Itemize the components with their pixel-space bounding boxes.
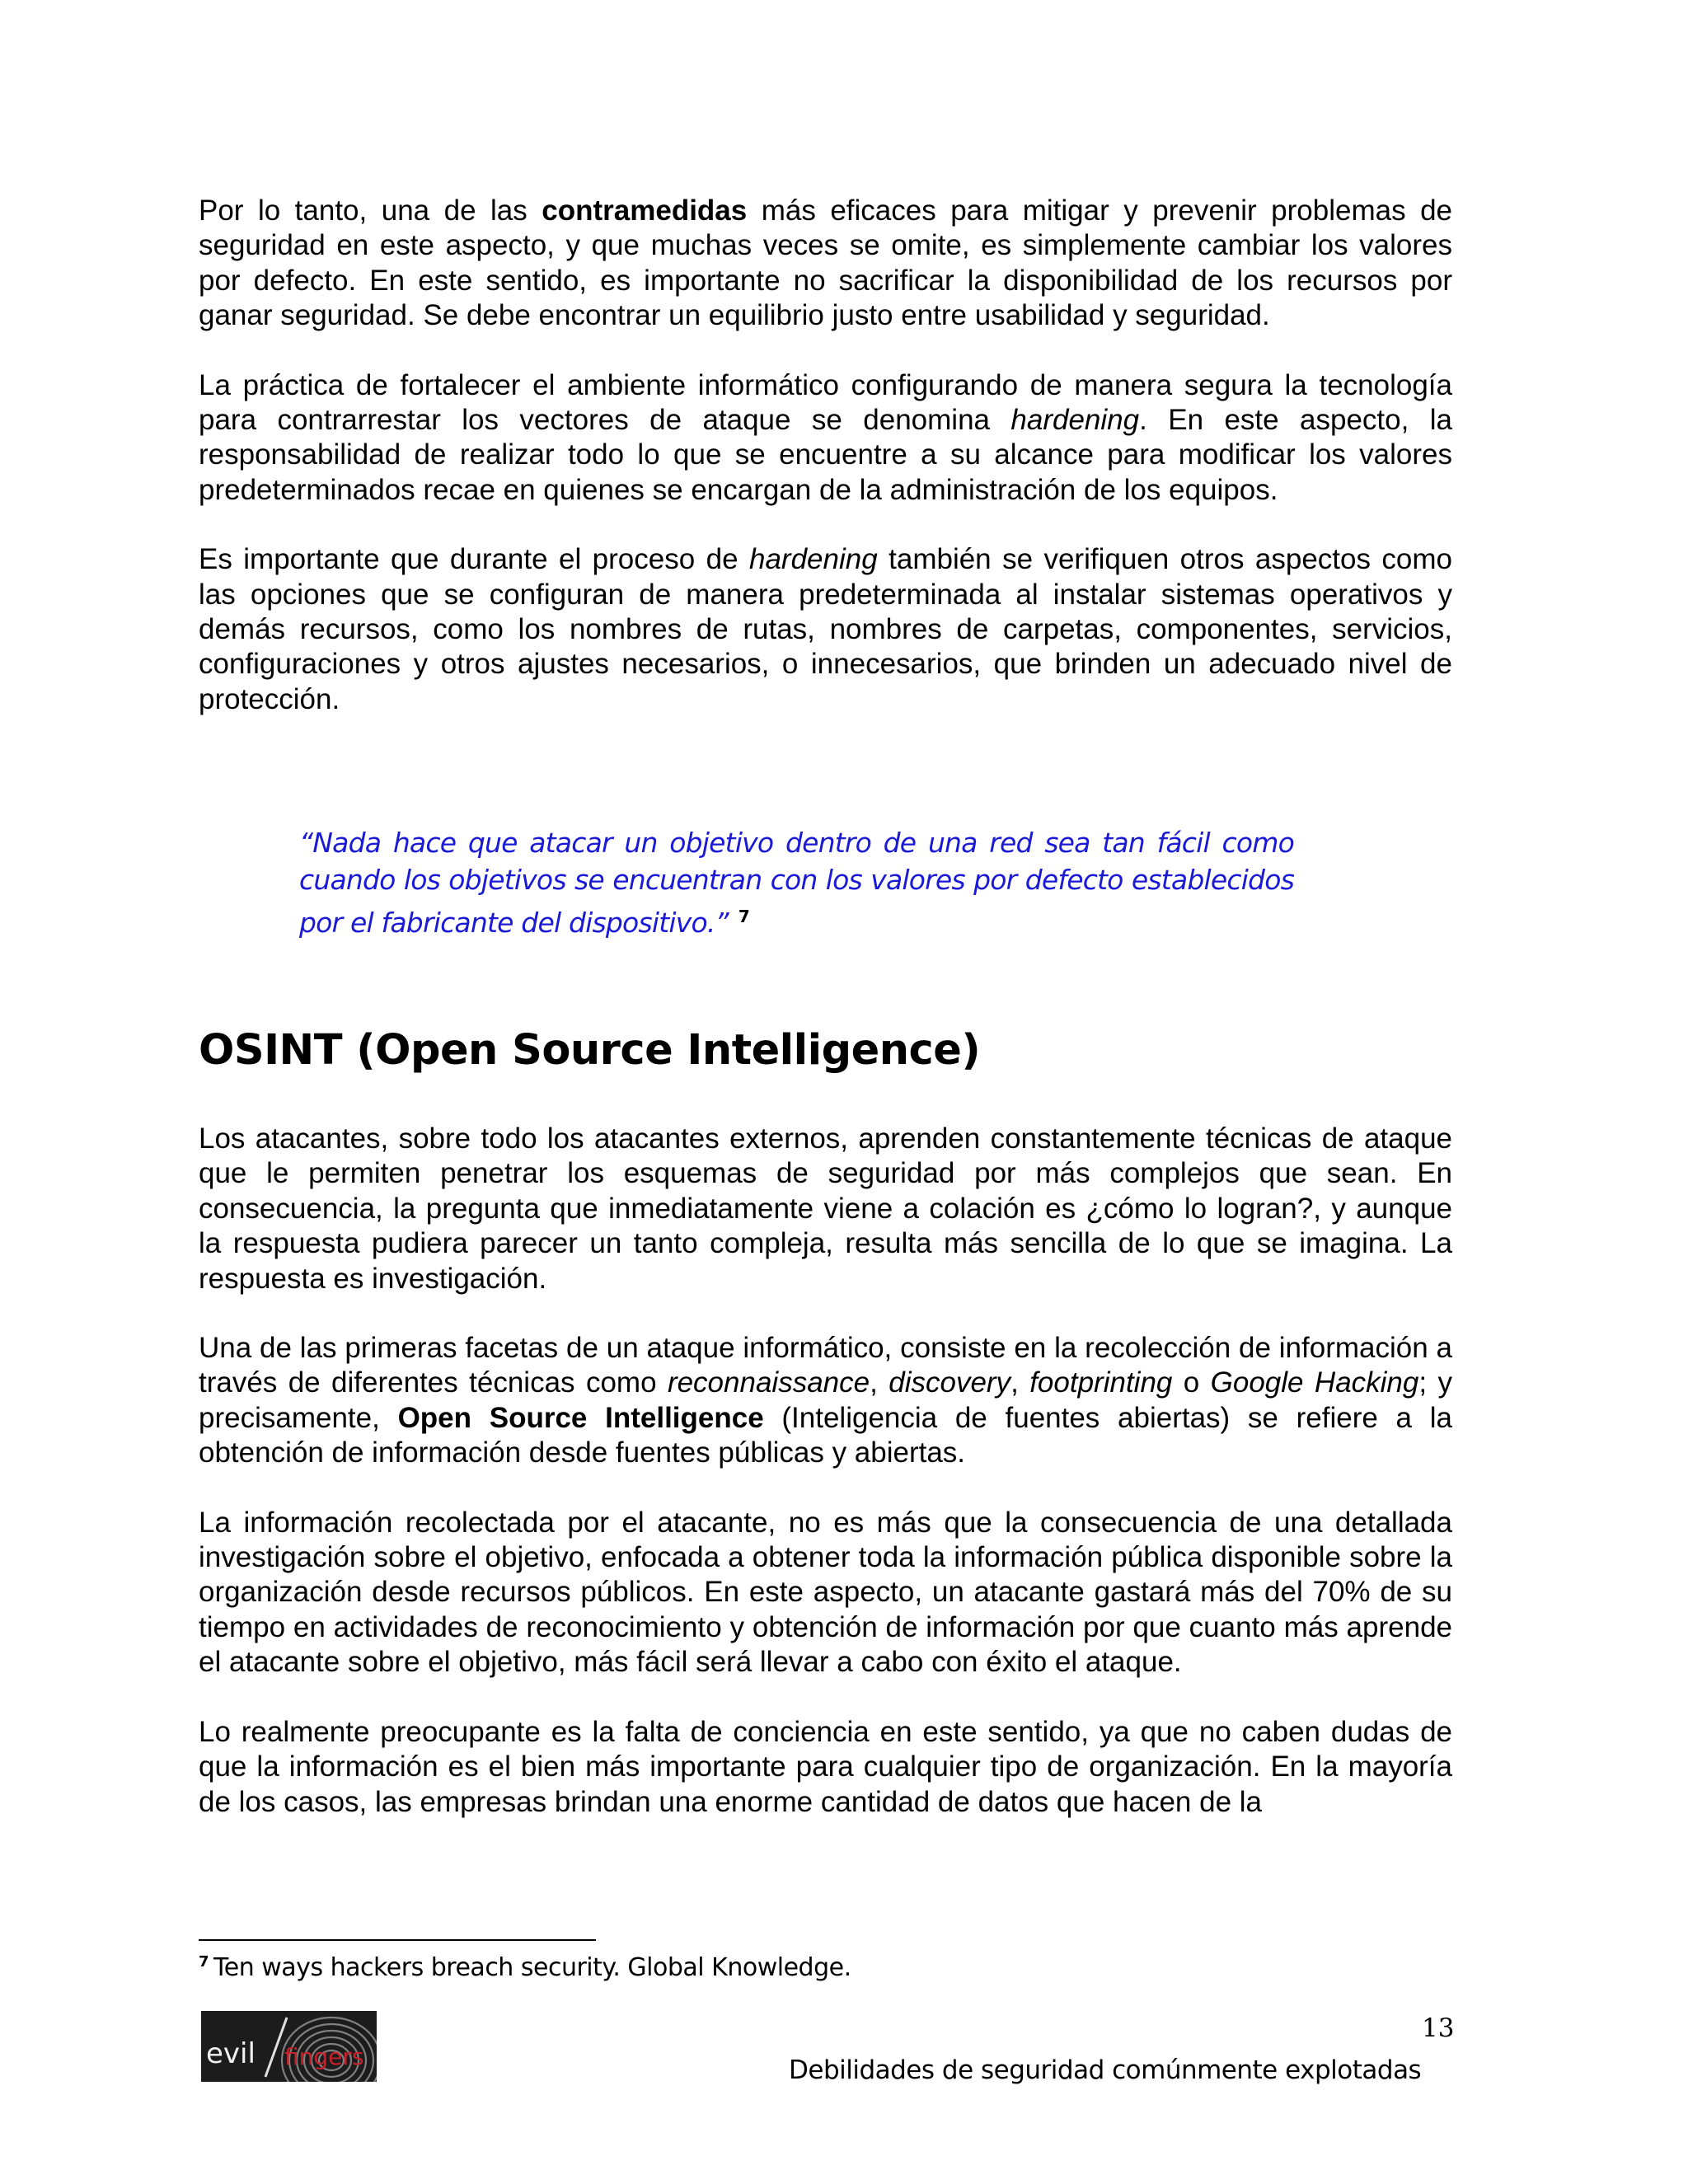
text-run: Es importante que durante el proceso de	[199, 543, 749, 576]
logo-text-right: fingers	[284, 2043, 364, 2070]
text-run: . En este aspecto, la responsabilidad de realizar todo lo que se encuentre a su alcance para modificar los valores predeterminados recae en quienes se encargan de la administración de los equipos.	[199, 404, 1452, 506]
section-defaults	[199, 194, 1452, 752]
italic-term: Google Hacking	[1210, 1366, 1419, 1399]
footnote	[199, 1953, 851, 1982]
evil-fingers-logo	[201, 2011, 377, 2082]
italic-term: footprinting	[1029, 1366, 1173, 1399]
italic-term: discovery	[889, 1366, 1011, 1399]
text-run: ,	[870, 1366, 889, 1399]
footnote-ref[interactable]: 7	[738, 907, 749, 926]
paragraph-information: La información recolectada por el atacante, no es más que la consecuencia de una detallada investigación sobre el objetivo, enfocada a obtener toda la información pública disponible sobre la organización desde recursos públicos. En este aspecto, un atacante gastará más del 70% de su tiempo en actividades de reconocimiento y obtención de información por que cuanto más aprende el atacante sobre el objetivo, más fácil será llevar a cabo con éxito el ataque.	[199, 1506, 1452, 1679]
footnote-divider	[199, 1939, 596, 1941]
italic-term: reconnaissance	[667, 1366, 870, 1399]
text-run: (Inteligencia de fuentes abiertas) se refiere a la obtención de información desde fuentes públicas y abiertas.	[199, 1401, 1452, 1469]
section-heading: OSINT (Open Source Intelligence)	[199, 1026, 981, 1075]
bold-term: contramedidas	[542, 194, 748, 227]
text-run: también se verifiquen otros aspectos como las opciones que se configuran de manera predeterminada al instalar sistemas operativos y demás recursos, como los nombres de rutas, nombres de carpetas, componentes, servicios, configuraciones y otros ajustes necesarios, o innecesarios, que brinden un adecuado nivel de protección.	[199, 543, 1452, 715]
paragraph-awareness: Lo realmente preocupante es la falta de conciencia en este sentido, ya que no caben dudas de que la información es el bien más importante para cualquier tipo de organización. En la mayoría de los casos, las empresas brindan una enorme cantidad de datos que hacen de la	[199, 1715, 1452, 1818]
text-run: La práctica de fortalecer el ambiente informático configurando de manera segura la tecnología para contrarrestar los vectores de ataque se denomina	[199, 368, 1452, 437]
footnote-text: Ten ways hackers breach security. Global Knowledge.	[213, 1953, 851, 1982]
italic-term: hardening	[749, 543, 878, 576]
paragraph-hardening	[199, 368, 1452, 509]
paragraph-attackers: Los atacantes, sobre todo los atacantes externos, aprenden constantemente técnicas de ataque que le permiten penetrar los esquemas de seguridad por más complejos que sean. En consecuencia, la pregunta que inmediatamente viene a colación es ¿cómo lo logran?, y aunque la respuesta pudiera parecer un tanto compleja, resulta más sencilla de lo que se imagina. La respuesta es investigación.	[199, 1122, 1452, 1295]
bold-term: Open Source Intelligence	[397, 1401, 764, 1434]
text-run: ,	[1010, 1366, 1030, 1399]
section-osint	[199, 1122, 1452, 1854]
text-run: o	[1172, 1366, 1211, 1399]
text-run: más eficaces para mitigar y prevenir problemas de seguridad en este aspecto, y que muchas veces se omite, es simplemente cambiar los valores por defecto. En este sentido, es importante no sacrificar la disponibilidad de los recursos por ganar seguridad. Se debe encontrar un equilibrio justo entre usabilidad y seguridad.	[199, 194, 1453, 332]
page-number: 13	[1422, 2013, 1455, 2043]
logo-text-left: evil	[206, 2037, 256, 2070]
paragraph-techniques	[199, 1331, 1452, 1471]
quote-text: “Nada hace que atacar un objetivo dentro de una red sea tan fácil como cuando los objetivos se encuentran con los valores por defecto establecidos por el fabricante del dispositivo.”	[299, 827, 1294, 939]
footer-title: Debilidades de seguridad comúnmente explotadas	[789, 2055, 1422, 2085]
paragraph-countermeasures	[199, 194, 1452, 334]
text-run: Por lo tanto, una de las	[199, 194, 542, 227]
footnote-number: 7	[199, 1953, 209, 1971]
text-run: ; y precisamente,	[199, 1366, 1453, 1434]
pull-quote	[299, 824, 1294, 941]
paragraph-hardening-aspects	[199, 542, 1452, 717]
text-run: Una de las primeras facetas de un ataque informático, consiste en la recolección de información a través de diferentes técnicas como	[199, 1332, 1452, 1399]
italic-term: hardening	[1010, 404, 1140, 437]
